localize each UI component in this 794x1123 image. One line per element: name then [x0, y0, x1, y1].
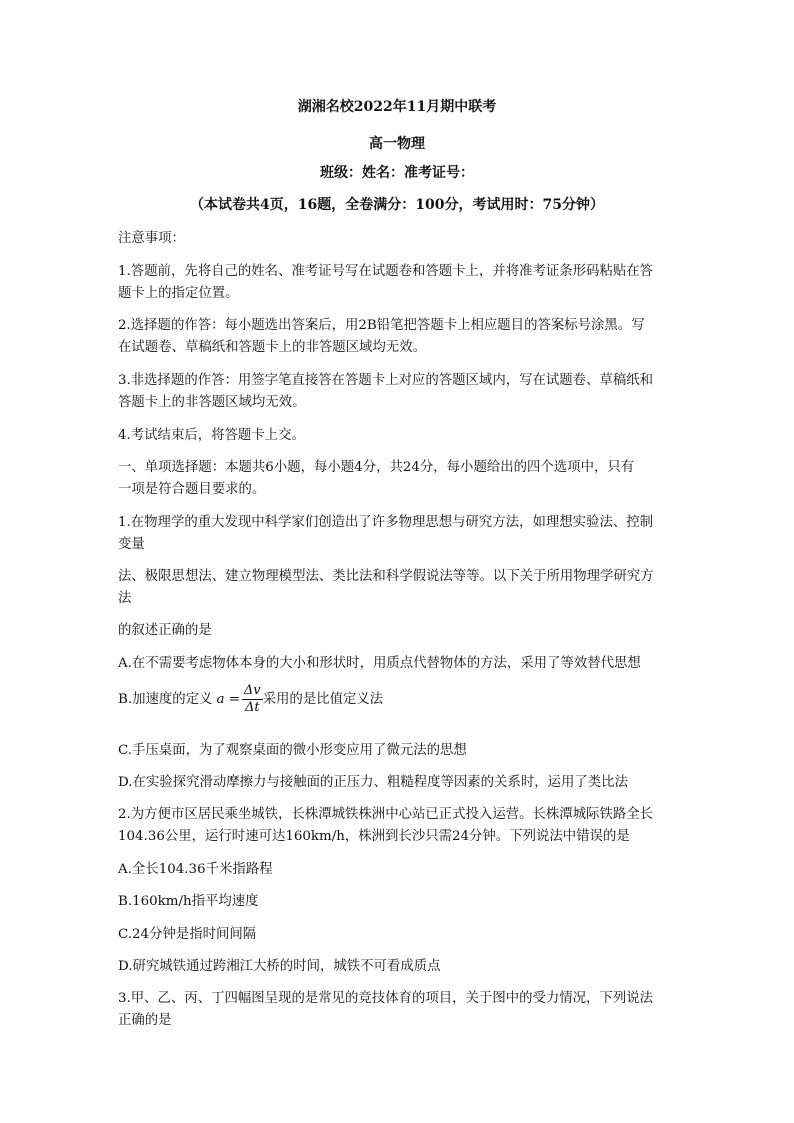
q2-option-d: D.研究城铁通过跨湘江大桥的时间，城铁不可看成质点 [118, 959, 441, 974]
q1-stem-line-5: 的叙述正确的是 [118, 623, 212, 638]
q1-option-c: C.手压桌面，为了观察桌面的微小形变应用了微元法的思想 [118, 743, 467, 758]
q1-option-a: A.在不需要考虑物体本身的大小和形状时，用质点代替物体的方法，采用了等效替代思想 [118, 656, 641, 671]
note-4: 4.考试结束后，将答题卡上交。 [118, 428, 305, 443]
section-1-line-1: 一、单项选择题：本题共6小题，每小题4分，共24分，每小题给出的四个选项中，只有 [118, 460, 635, 475]
q1-stem-line-1: 1.在物理学的重大发现中科学家们创造出了许多物理思想与研究方法，如理想实验法、控制 [118, 515, 654, 530]
q3-stem-line-2: 正确的是 [118, 1013, 172, 1028]
q1-stem-line-3: 法、极限思想法、建立物理模型法、类比法和科学假说法等等。以下关于所用物理学研究方 [118, 569, 654, 584]
fraction-denominator: Δt [244, 700, 260, 715]
note-1-line-1: 1.答题前，先将自己的姓名、准考证号写在试题卷和答题卡上，并将准考证条形码粘贴在答 [118, 264, 654, 279]
exam-title: 湖湘名校2022年11月期中联考 [297, 99, 497, 115]
student-info-fields: 班级：姓名：准考证号： [320, 165, 474, 181]
q1-option-b-prefix: B.加速度的定义 [118, 692, 213, 707]
fraction-numerator: Δv [243, 683, 261, 698]
q2-option-b: B.160km/h指平均速度 [118, 894, 259, 909]
q1-stem-line-2: 变量 [118, 537, 145, 552]
note-2-line-1: 2.选择题的作答：每小题选出答案后，用2B铅笔把答题卡上相应题目的答案标号涂黑。写 [118, 318, 645, 333]
q1-option-d: D.在实验探究滑动摩擦力与接触面的正压力、粗糙程度等因素的关系时，运用了类比法 [118, 775, 628, 790]
note-3-line-2: 答题卡上的非答题区域均无效。 [118, 395, 306, 410]
q1-stem-line-4: 法 [118, 591, 132, 606]
notes-heading: 注意事项： [118, 231, 185, 246]
acceleration-variable: a = [216, 692, 240, 707]
q1-option-b-suffix: 采用的是比值定义法 [262, 692, 384, 707]
note-2-line-2: 在试题卷、草稿纸和答题卡上的非答题区域均无效。 [118, 340, 426, 355]
exam-info: （本试卷共4页，16题，全卷满分：100分，考试用时：75分钟） [190, 197, 604, 213]
note-1-line-2: 题卡上的指定位置。 [118, 286, 239, 301]
q2-option-a: A.全长104.36千米指路程 [118, 862, 273, 877]
subject-title: 高一物理 [369, 136, 425, 152]
q2-stem-line-2: 104.36公里，运行时速可达160km/h，株洲到长沙只需24分钟。下列说法中错误的是 [118, 829, 630, 844]
q2-stem-line-1: 2.为方便市区居民乘坐城铁，长株潭城铁株洲中心站已正式投入运营。长株潭城际铁路全长 [118, 807, 654, 822]
acceleration-fraction [242, 683, 263, 716]
q2-option-c: C.24分钟是指时间间隔 [118, 927, 257, 942]
note-3-line-1: 3.非选择题的作答：用签字笔直接答在答题卡上对应的答题区域内，写在试题卷、草稿纸和 [118, 373, 654, 388]
q1-option-b [118, 683, 678, 716]
section-1-line-2: 一项是符合题目要求的。 [118, 482, 266, 497]
q3-stem-line-1: 3.甲、乙、丙、丁四幅图呈现的是常见的竞技体育的项目，关于图中的受力情况，下列说法 [118, 991, 654, 1006]
